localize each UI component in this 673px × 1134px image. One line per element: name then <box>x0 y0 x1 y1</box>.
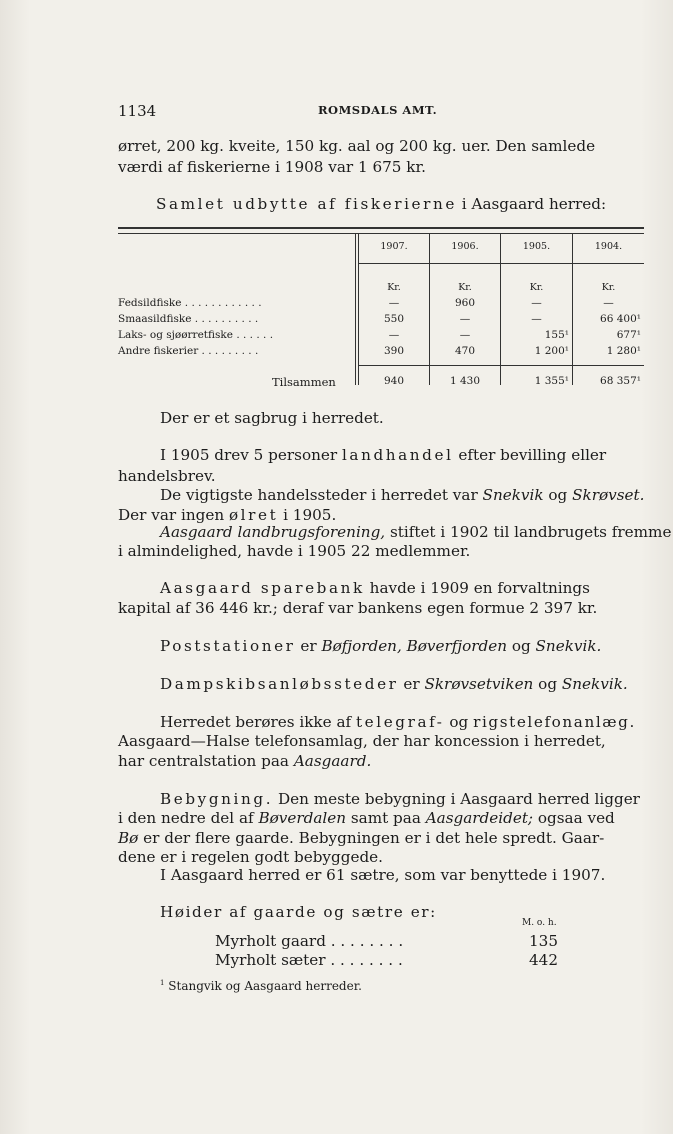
cell-value: 470 <box>454 345 476 357</box>
cell-value: — <box>459 313 471 325</box>
table-col-rule <box>500 233 501 385</box>
table-caption: Samlet udbytte af fiskerierne i Aasgaard herred: <box>156 195 607 213</box>
intro-line-1: ørret, 200 kg. kveite, 150 kg. aal og 200 kg. uer. Den samlede <box>118 137 596 155</box>
table-top-rule-2 <box>118 233 644 234</box>
cell-value: — <box>388 329 400 341</box>
paragraph-telefon: Aasgaard—Halse telefonsamlag, der har koncession i herredet, <box>118 732 606 750</box>
running-title: ROMSDALS AMT. <box>318 103 438 117</box>
table-col-rule-a <box>355 233 356 385</box>
year-header: 1905. <box>522 241 551 252</box>
cell-value: — <box>459 329 471 341</box>
paragraph-olret: Der var ingen ølret i 1905. <box>118 506 337 524</box>
table-col-rule-b <box>358 233 359 385</box>
total-value: 68 357¹ <box>600 375 641 387</box>
cell-value: 550 <box>383 313 405 325</box>
paragraph-forening-cont: i almindelighed, havde i 1905 22 medlemmer. <box>118 542 471 560</box>
paragraph-damp: Dampskibsanløbssteder er Skrøvsetviken og Snekvik. <box>160 675 628 693</box>
cell-value: — <box>531 297 542 309</box>
table-col-rule <box>429 233 430 385</box>
unit-label: Kr. <box>458 282 472 293</box>
paragraph-saeter: I Aasgaard herred er 61 sætre, som var benyttede i 1907. <box>160 866 606 884</box>
paragraph-landhandel-cont: handelsbrev. <box>118 467 216 485</box>
heights-row-label: Myrholt gaard . . . . . . . . <box>215 932 404 950</box>
heights-heading: Høider af gaarde og sætre er: <box>160 903 437 921</box>
cell-value: — <box>603 297 614 309</box>
cell-value: — <box>531 313 542 325</box>
cell-value: 155¹ <box>544 329 569 341</box>
row-label: Laks- og sjøørretfiske . . . . . . <box>118 329 274 341</box>
table-col-rule <box>572 233 573 385</box>
paragraph-landhandel: I 1905 drev 5 personer landhandel efter bevilling eller <box>160 446 607 464</box>
heights-row-label: Myrholt sæter . . . . . . . . <box>215 951 403 969</box>
paragraph-handelssteder: De vigtigste handelssteder i herredet var Snekvik og Skrøvset. <box>160 486 645 504</box>
unit-label: Kr. <box>387 282 401 293</box>
heights-unit: M. o. h. <box>522 918 557 928</box>
footnote: $^1$ Stangvik og Aasgaard herreder. <box>160 979 362 993</box>
year-header: 1906. <box>451 241 479 252</box>
cell-value: 390 <box>383 345 405 357</box>
paragraph-bebygning-2: i den nedre del af Bøverdalen samt paa Aasgardeidet; ogsaa ved <box>118 809 615 827</box>
cell-value: 960 <box>454 297 476 309</box>
total-value: 1 355¹ <box>534 375 569 387</box>
row-label: Smaasildfiske . . . . . . . . . . <box>118 313 259 325</box>
year-header: 1904. <box>594 241 623 252</box>
total-value: 1 430 <box>449 375 481 387</box>
table-top-rule <box>118 227 644 229</box>
paragraph-forening: Aasgaard landbrugsforening, stiftet i 1902 til landbrugets fremme <box>160 523 672 541</box>
paragraph-bebygning: Bebygning. Den meste bebygning i Aasgaard herred ligger <box>160 790 640 808</box>
table-header-rule <box>358 263 644 264</box>
total-value: 940 <box>383 375 405 387</box>
cell-value: 1 200¹ <box>534 345 569 357</box>
heights-row-value: 135 <box>529 932 558 950</box>
cell-value: 1 280¹ <box>606 345 641 357</box>
paragraph-sparebank: Aasgaard sparebank havde i 1909 en forvaltnings <box>160 579 590 597</box>
cell-value: 66 400¹ <box>600 313 641 325</box>
paragraph-post: Poststationer er Bøfjorden, Bøverfjorden og Snekvik. <box>160 637 602 655</box>
heights-row-value: 442 <box>529 951 558 969</box>
unit-label: Kr. <box>529 282 544 293</box>
paragraph-sagbrug: Der er et sagbrug i herredet. <box>160 409 384 427</box>
paragraph-telefon-cont: har centralstation paa Aasgaard. <box>118 752 372 770</box>
page-number: 1134 <box>118 102 157 120</box>
paragraph-sparebank-cont: kapital af 36 446 kr.; deraf var bankens egen formue 2 397 kr. <box>118 599 598 617</box>
table-total-rule <box>358 365 644 366</box>
intro-line-2: værdi af fiskerierne i 1908 var 1 675 kr. <box>118 158 426 176</box>
paragraph-bebygning-4: dene er i regelen godt bebyggede. <box>118 848 383 866</box>
total-label: Tilsammen <box>272 375 336 389</box>
year-header: 1907. <box>380 241 408 252</box>
row-label: Fedsildfiske . . . . . . . . . . . . <box>118 297 262 309</box>
cell-value: — <box>388 297 400 309</box>
paragraph-bebygning-3: Bø er der flere gaarde. Bebygningen er i det hele spredt. Gaar- <box>118 829 605 847</box>
cell-value: 677¹ <box>616 329 641 341</box>
paragraph-telegraf: Herredet berøres ikke af telegraf- og rigstelefonanlæg. <box>160 713 636 731</box>
row-label: Andre fiskerier . . . . . . . . . <box>118 345 259 357</box>
unit-label: Kr. <box>601 282 616 293</box>
